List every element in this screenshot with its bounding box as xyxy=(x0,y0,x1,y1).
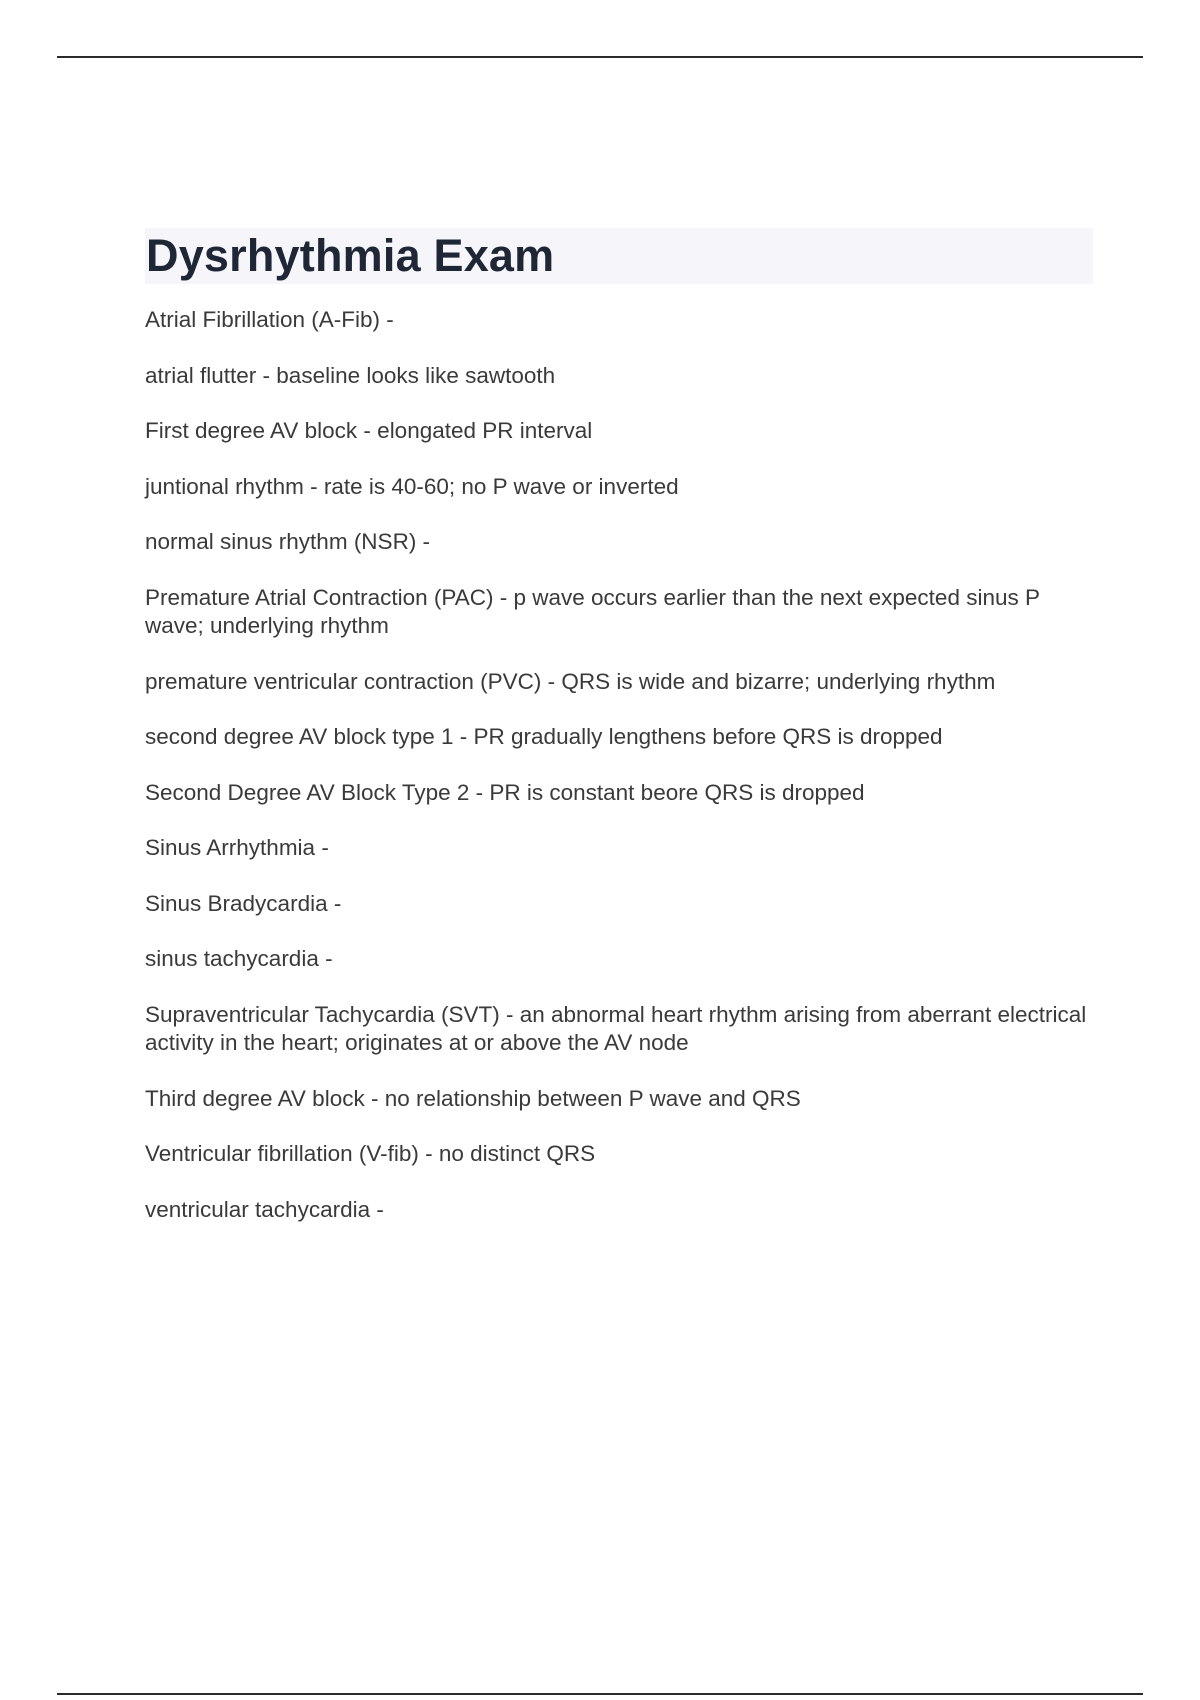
entry-sinus-bradycardia: Sinus Bradycardia - xyxy=(145,890,342,916)
entry-ventricular-tachycardia: ventricular tachycardia - xyxy=(145,1196,384,1222)
bottom-rule xyxy=(57,1693,1143,1695)
entry-sinus-tachycardia: sinus tachycardia - xyxy=(145,946,333,971)
document-title: Dysrhythmia Exam xyxy=(146,230,555,281)
entry-third-degree-av-block: Third degree AV block - no relationship between P wave and QRS xyxy=(145,1085,801,1111)
entry-second-degree-av-block-type-2: Second Degree AV Block Type 2 - PR is constant beore QRS is dropped xyxy=(145,779,865,805)
entry-atrial-flutter: atrial flutter - baseline looks like sawtooth xyxy=(145,362,556,388)
entry-premature-ventricular-contraction: premature ventricular contraction (PVC) - QRS is wide and bizarre; underlying rhythm xyxy=(145,668,996,694)
entry-atrial-fibrillation: Atrial Fibrillation (A-Fib) - xyxy=(145,307,394,332)
top-rule xyxy=(57,56,1143,58)
document-body xyxy=(145,228,1093,1251)
entry-junctional-rhythm: juntional rhythm - rate is 40-60; no P wave or inverted xyxy=(145,473,679,499)
entry-list xyxy=(145,306,1093,1224)
entry-first-degree-av-block: First degree AV block - elongated PR interval xyxy=(145,418,593,443)
entry-normal-sinus-rhythm: normal sinus rhythm (NSR) - xyxy=(145,529,431,554)
title-bar xyxy=(145,228,1093,284)
entry-sinus-arrhythmia: Sinus Arrhythmia - xyxy=(145,835,329,860)
entry-supraventricular-tachycardia: Supraventricular Tachycardia (SVT) - an abnormal heart rhythm arising from aberrant electrical activity in the heart; originates at or above the AV node xyxy=(145,1001,1087,1055)
entry-premature-atrial-contraction: Premature Atrial Contraction (PAC) - p wave occurs earlier than the next expected sinus P wave; underlying rhythm xyxy=(145,584,1040,638)
entry-ventricular-fibrillation: Ventricular fibrillation (V-fib) - no distinct QRS xyxy=(145,1141,596,1166)
entry-second-degree-av-block-type-1: second degree AV block type 1 - PR gradually lengthens before QRS is dropped xyxy=(145,724,943,749)
